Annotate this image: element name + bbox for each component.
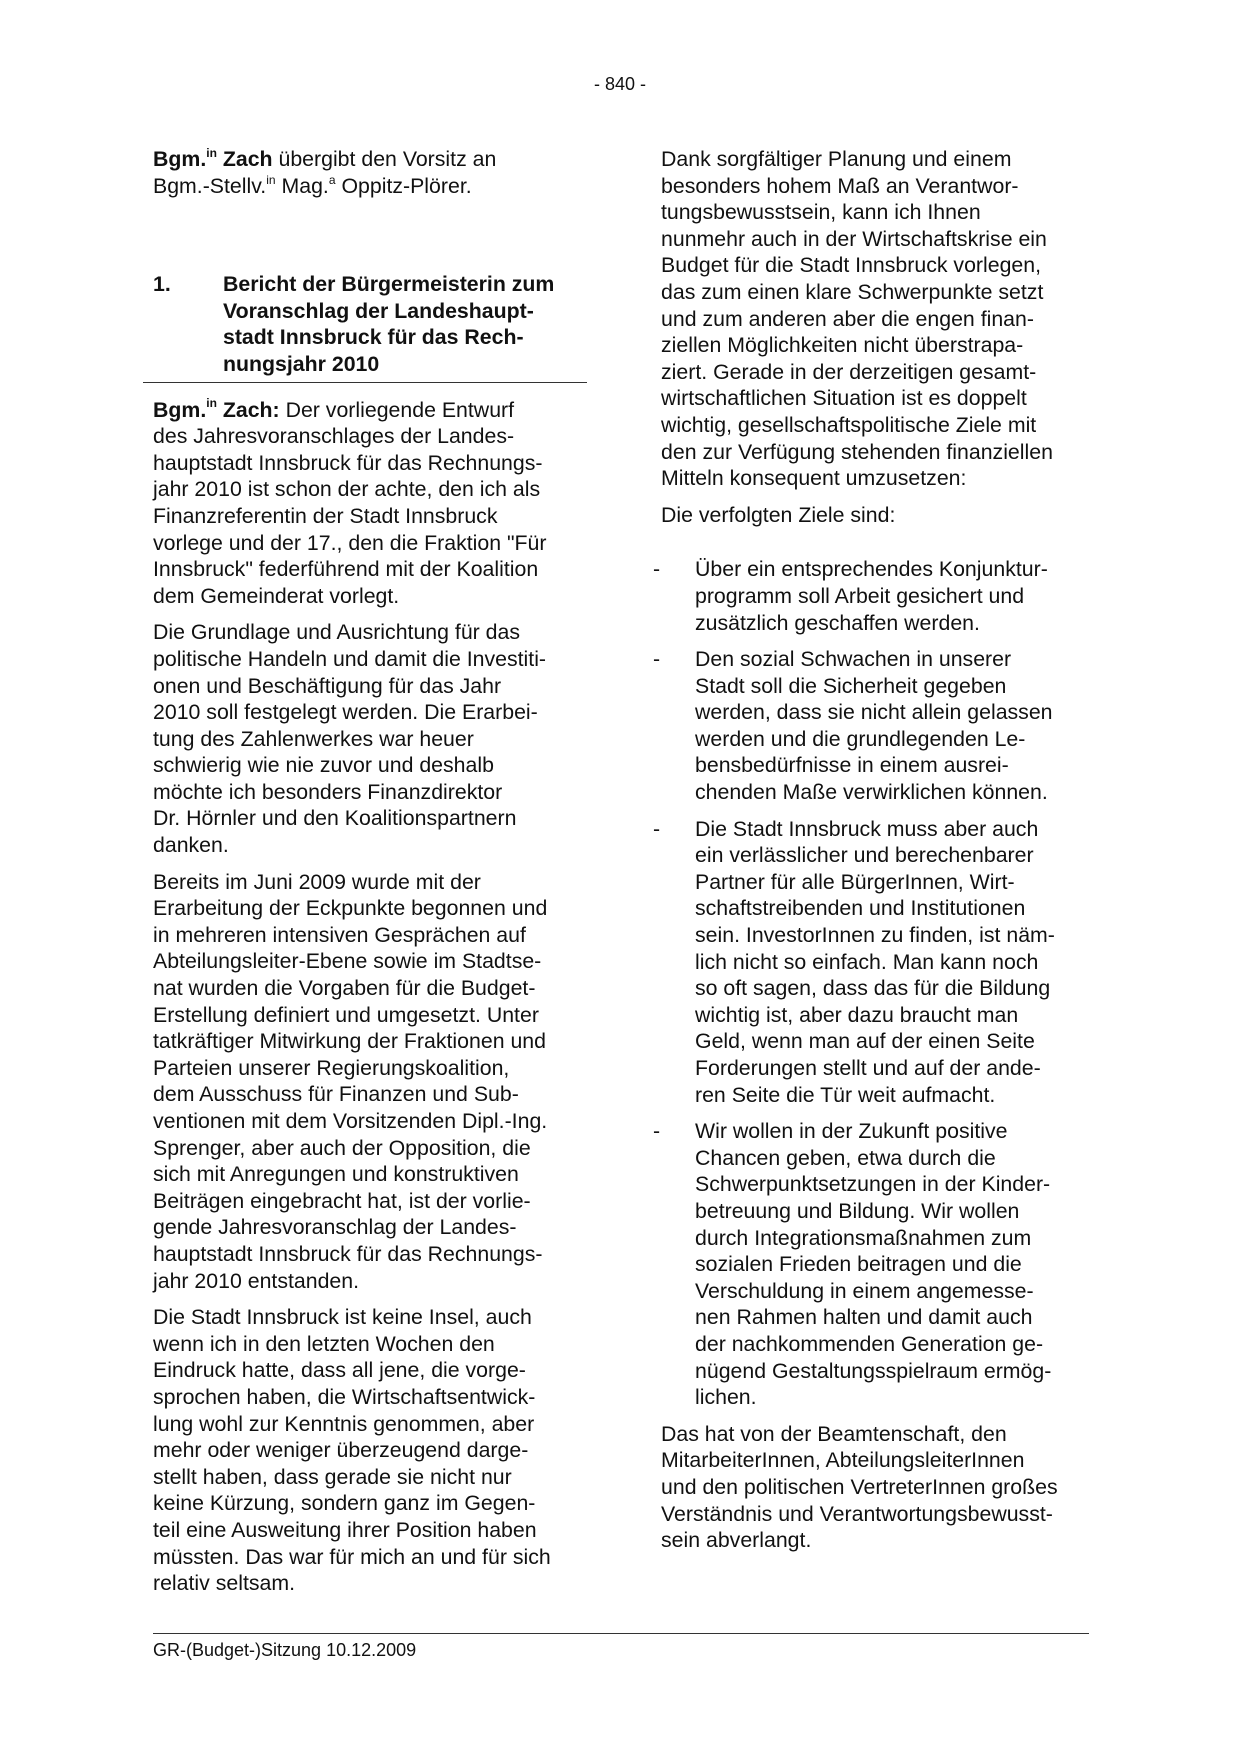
speech-paragraph-5: Dank sorgfältiger Planung und einem besonders hohem Maß an Verantwor- tungsbewusstsein, kann ich Ihnen nunmehr auch in der Wirtschaftskrise ein Budget für die Stadt Innsbruck vorlegen, das zum einen klare Schwerpunkte setzt und zum anderen aber die engen finan- ziellen Möglichkeiten nicht überstrapa- ziert. Gerade in der derzeitigen gesamt- wirtschaftlichen Situation ist es doppelt wichtig, gesellschaftspolitische Ziele mit den zur Verfügung stehenden finanziellen Mitteln konsequent umzusetzen: <box>661 147 1053 491</box>
speech-paragraph-4: Die Stadt Innsbruck ist keine Insel, auch wenn ich in den letzten Wochen den Eindruck hatte, dass all jene, die vorge- sprochen haben, die Wirtschaftsentwick- lung wohl zur Kenntnis genommen, aber mehr oder weniger überzeugend darge- stellt haben, dass gerade sie nicht nur keine Kürzung, sondern ganz im Gegen- teil eine Ausweitung ihrer Position haben müssten. Das war für mich an und für sich relativ seltsam. <box>153 1305 551 1596</box>
dash-marker: - <box>653 647 661 672</box>
goal-item-3: - Die Stadt Innsbruck muss aber auch ein verlässlicher und berechenbarer Partner für alle BürgerInnen, Wirt- schaftstreibenden und Institutionen sein. InvestorInnen zu finden, ist näm- lich nicht so einfach. Man kann noch so oft sagen, dass das für die Bildung wichtig ist, aber dazu braucht man Geld, wenn man auf der einen Seite Forderungen stellt und auf der ande- ren Seite die Tür weit aufmacht. <box>653 816 1055 1107</box>
goal-item-2: - Den sozial Schwachen in unserer Stadt soll die Sicherheit gegeben werden, dass sie nicht allein gelassen werden und die grundlegenden Le- bensbedürfnisse in einem ausrei- chenden Maße verwirklichen können. <box>653 647 1053 805</box>
heading-divider <box>143 382 587 383</box>
speech-paragraph-6: Das hat von der Beamtenschaft, den MitarbeiterInnen, AbteilungsleiterInnen und den politischen VertreterInnen großes Verständnis und Verantwortungsbewusst- sein abverlangt. <box>661 1421 1058 1553</box>
agenda-title: Bericht der Bürgermeisterin zum Voranschlag der Landeshaupt- stadt Innsbruck für das Rech- nungsjahr 2010 <box>223 272 555 376</box>
agenda-heading <box>153 271 583 377</box>
footer-session-label: GR-(Budget-)Sitzung 10.12.2009 <box>153 1640 417 1660</box>
speech-paragraph-1: Bgm.$^{in}$ Zach: Der vorliegende Entwurf des Jahresvoranschlages der Landes- hauptstadt Innsbruck für das Rechnungs- jahr 2010 ist schon der achte, den ich als Finanzreferentin der Stadt Innsbruck vorlege und der 17., den die Fraktion "Für Innsbruck" federführend mit der Koalition dem Gemeinderat vorlegt. <box>153 396 547 608</box>
agenda-number: 1. <box>153 272 171 297</box>
dash-marker: - <box>653 557 661 582</box>
dash-marker: - <box>653 816 661 841</box>
footer-divider <box>153 1633 1089 1634</box>
right-column <box>653 146 1091 1564</box>
goal-item-4: - Wir wollen in der Zukunft positive Chancen geben, etwa durch die Schwerpunktsetzungen in der Kinder- betreuung und Bildung. Wir wollen durch Integrationsmaßnahmen zum sozialen Frieden beitragen und die Verschuldung in einem angemesse- nen Rahmen halten und damit auch der nachkommenden Generation ge- nügend Gestaltungsspielraum ermög- lichen. <box>653 1119 1052 1410</box>
goals-intro: Die verfolgten Ziele sind: <box>661 502 896 527</box>
intro-speaker: Bgm.$^{in}$ Zach <box>153 145 273 171</box>
left-column <box>153 146 583 1607</box>
dash-marker: - <box>653 1119 661 1144</box>
speech-paragraph-3: Bereits im Juni 2009 wurde mit der Erarbeitung der Eckpunkte begonnen und in mehreren intensiven Gesprächen auf Abteilungsleiter-Ebene sowie im Stadtse- nat wurden die Vorgaben für die Budget- Erstellung definiert und umgesetzt. Unter tatkräftiger Mitwirkung der Fraktionen und Parteien unserer Regierungskoalition, dem Ausschuss für Finanzen und Sub- ventionen mit dem Vorsitzenden Dipl.-Ing. Sprenger, aber auch der Opposition, die sich mit Anregungen und konstruktiven Beiträgen eingebracht hat, ist der vorlie- gende Jahresvoranschlag der Landes- hauptstadt Innsbruck für das Rechnungs- jahr 2010 entstanden. <box>153 869 548 1293</box>
speaker-label: Bgm.$^{in}$ Zach: <box>153 396 280 422</box>
speech-paragraph-2: Die Grundlage und Ausrichtung für das politische Handeln und damit die Investiti- onen und Beschäftigung für das Jahr 2010 soll festgelegt werden. Die Erarbei- tung des Zahlenwerkes war heuer schwierig wie nie zuvor und deshalb möchte ich besonders Finanzdirektor Dr. Hörnler und den Koalitionspartnern danken. <box>153 620 547 858</box>
intro-paragraph: Bgm.$^{in}$ Zach übergibt den Vorsitz an Bgm.-Stellv.$^{in}$ Mag.$^a$ Oppitz-Plörer. <box>153 145 497 198</box>
goal-item-1: - Über ein entsprechendes Konjunktur- programm soll Arbeit gesichert und zusätzlich geschaffen werden. <box>653 557 1048 635</box>
page-number: - 840 - <box>593 74 647 94</box>
